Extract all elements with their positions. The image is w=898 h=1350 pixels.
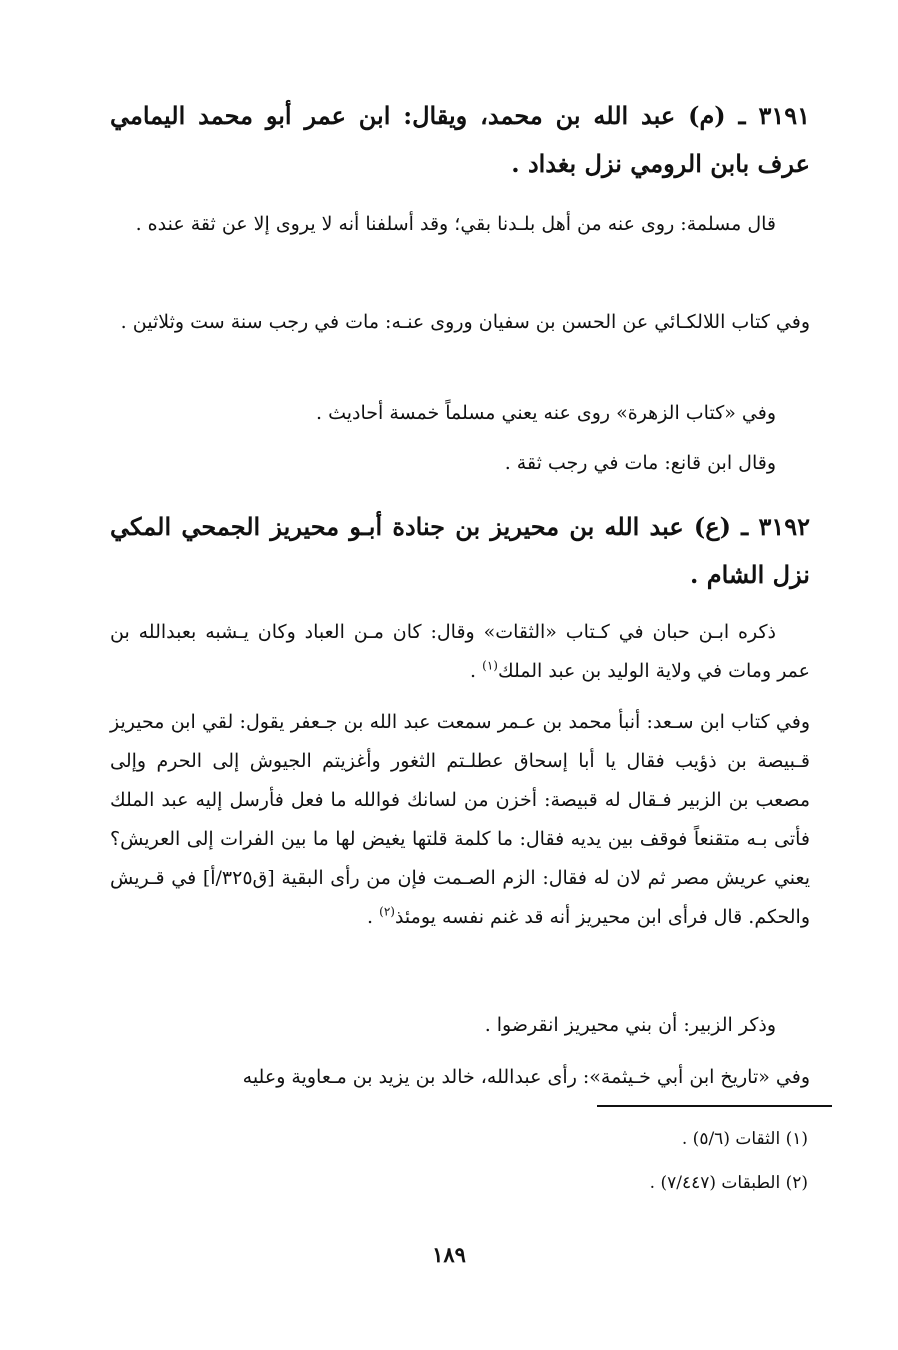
footnote-ref-2-dot: . xyxy=(367,906,380,928)
entry-3191-paragraph-2: وفي كتاب اللالكـائي عن الحسن بن سفيان وروى عنـه: مات في رجب سنة ست وثلاثين . xyxy=(120,311,810,333)
footnote-ref-1: (١) xyxy=(482,658,498,673)
entry-3192-paragraph-2-text: وفي كتاب ابن سـعد: أنبأ محمد بن عـمر سمعت عبد الله بن جـعفر يقول: لقي ابن محيريز قـبيصة بن ذؤيب فقال يا أبا إسحاق عطلـتم الثغور وأغزيتم الجيوش إلى الحرم وإلى مصعب بن الزبير فـقال له قبيصة: أخزن من لسانك فوالله ما فعل فأرسل إليه عبد الملك فأتى بـه متقنعاً فوقف بين يديه فقال: ما كلمة قلتها يغيض لها ما بين الفرات إلى العريش؟ يعني عريش مصر ثم لان له فقال: الزم الصـمت فإن من رأى البقية [ق٣٢٥/أ] في قـريش والحكم. قال فرأى ابن محيريز أنه قد غنم نفسه يومئذ xyxy=(110,711,810,928)
footnote-separator xyxy=(597,1105,832,1107)
entry-3191-paragraph-1: قال مسلمة: روى عنه من أهل بلـدنا بقي؛ وقد أسلفنا أنه لا يروى إلا عن ثقة عنده . xyxy=(135,213,776,235)
entry-3192-paragraph-1-text: ذكره ابـن حبان في كـتاب «الثقات» وقال: كان مـن العباد وكان يـشبه بعبدالله بن عمر ومات في ولاية الوليد بن عبد الملك xyxy=(110,621,810,682)
footnote-2: (٢) الطبقات (٧/٤٤٧) . xyxy=(649,1173,808,1193)
footnote-1: (١) الثقات (٥/٦) . xyxy=(681,1129,808,1149)
entry-3191-heading: ٣١٩١ ـ (م) عبد الله بن محمد، ويقال: ابن عمر أبو محمد اليمامي عرف بابن الرومي نزل بغداد . xyxy=(110,101,810,178)
entry-3192-heading: ٣١٩٢ ـ (ع) عبد الله بن محيريز بن جنادة أبـو محيريز الجمحي المكي نزل الشام . xyxy=(110,512,810,589)
entry-3192-paragraph-4: وفي «تاريخ ابن أبي خـيثمة»: رأى عبدالله، خالد بن يزيد بن مـعاوية وعليه xyxy=(242,1066,810,1088)
footnote-ref-2: (٢) xyxy=(379,904,395,919)
page-number: ١٨٩ xyxy=(432,1242,466,1267)
entry-3191-paragraph-3: وفي «كتاب الزهرة» روى عنه يعني مسلماً خمسة أحاديث . xyxy=(316,402,776,424)
footnote-ref-1-dot: . xyxy=(470,660,483,682)
entry-3192-paragraph-3: وذكر الزبير: أن بني محيريز انقرضوا . xyxy=(484,1014,776,1036)
entry-3192-paragraph-2 xyxy=(110,703,810,937)
entry-3192-paragraph-1 xyxy=(110,613,810,691)
entry-3191-paragraph-4: وقال ابن قانع: مات في رجب ثقة . xyxy=(504,452,776,474)
